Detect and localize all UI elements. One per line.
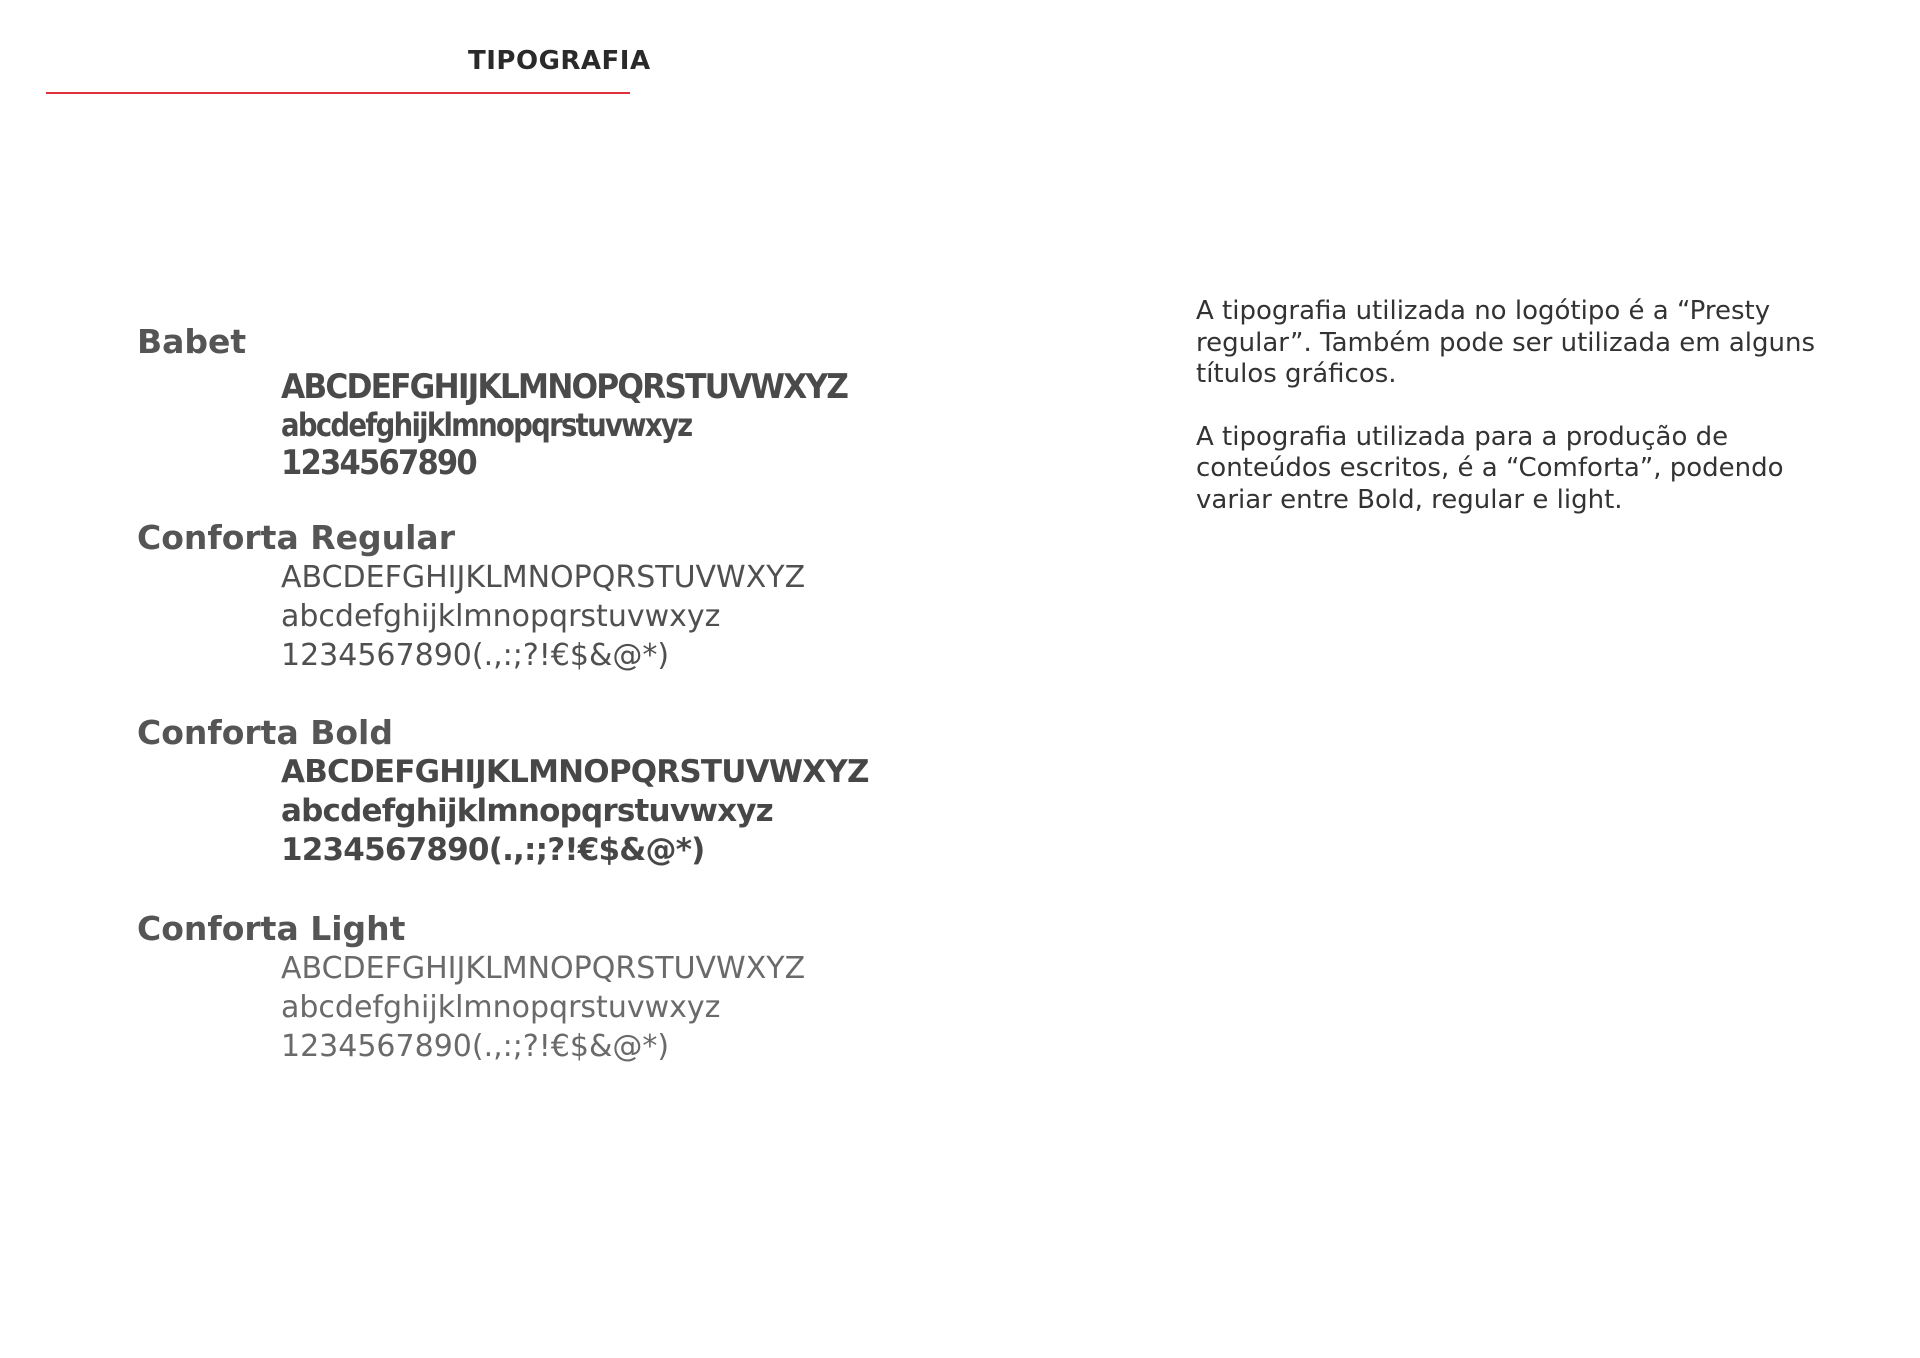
digits-sample: 1234567890(.,:;?!€$&@*) bbox=[281, 1029, 670, 1064]
lowercase-sample: abcdefghijklmnopqrstuvwxyz bbox=[281, 990, 721, 1025]
digits-sample: 1234567890(.,:;?!€$&@*) bbox=[281, 832, 705, 868]
lowercase-sample: abcdefghijklmnopqrstuvwxyz bbox=[281, 406, 692, 444]
page-title: TIPOGRAFIA bbox=[468, 46, 651, 76]
uppercase-sample: ABCDEFGHIJKLMNOPQRSTUVWXYZ bbox=[281, 754, 869, 790]
font-samples bbox=[281, 558, 805, 675]
lowercase-sample: abcdefghijklmnopqrstuvwxyz bbox=[281, 599, 721, 634]
font-samples bbox=[281, 753, 869, 870]
font-specimen-light bbox=[137, 909, 805, 1066]
font-name: Conforta Light bbox=[137, 909, 406, 948]
font-name: Babet bbox=[137, 322, 247, 361]
description-paragraph-content: A tipografia utilizada para a produção de conteúdos escritos, é a “Comforta”, podendo variar entre Bold, regular e light. bbox=[1196, 421, 1784, 515]
typography-description bbox=[1196, 296, 1836, 547]
font-samples bbox=[281, 949, 805, 1066]
font-specimen-bold bbox=[137, 713, 869, 870]
uppercase-sample: ABCDEFGHIJKLMNOPQRSTUVWXYZ bbox=[281, 951, 806, 986]
title-divider bbox=[46, 92, 630, 94]
uppercase-sample: ABCDEFGHIJKLMNOPQRSTUVWXYZ bbox=[281, 367, 848, 407]
uppercase-sample: ABCDEFGHIJKLMNOPQRSTUVWXYZ bbox=[281, 560, 806, 595]
font-specimen-regular bbox=[137, 518, 805, 675]
lowercase-sample: abcdefghijklmnopqrstuvwxyz bbox=[281, 793, 773, 829]
font-specimen-babet bbox=[137, 322, 896, 482]
description-paragraph-logo: A tipografia utilizada no logótipo é a “Presty regular”. Também pode ser utilizada em alguns títulos gráficos. bbox=[1196, 296, 1816, 389]
font-samples bbox=[281, 368, 896, 482]
font-name: Conforta Bold bbox=[137, 713, 393, 752]
digits-sample: 1234567890 bbox=[281, 443, 476, 483]
digits-sample: 1234567890(.,:;?!€$&@*) bbox=[281, 638, 670, 673]
font-name: Conforta Regular bbox=[137, 518, 455, 557]
